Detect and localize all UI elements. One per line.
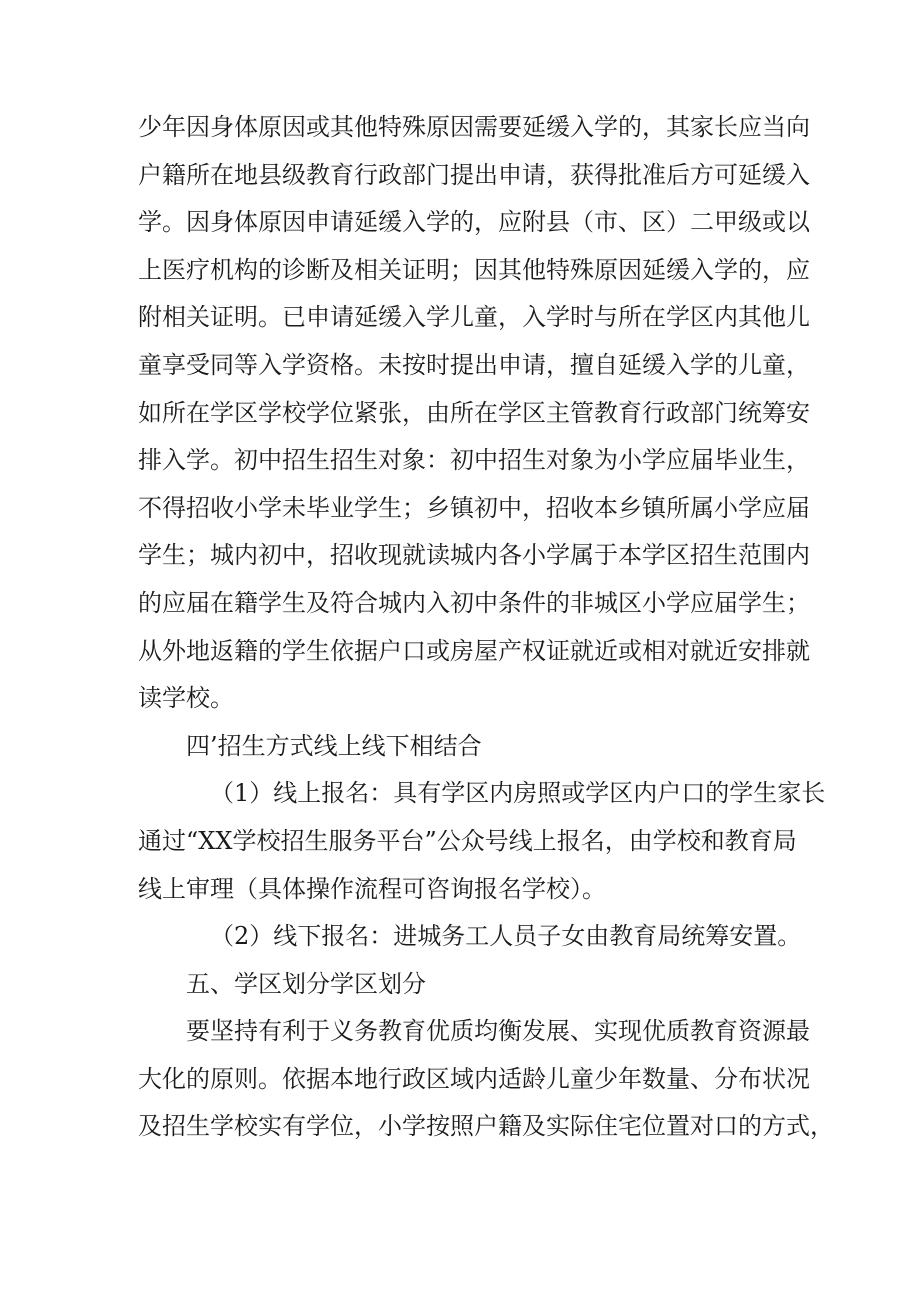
- heading-line: 四’招生方式线上线下相结合: [186, 731, 482, 760]
- text-line: 不得招收小学未毕业学生；乡镇初中，招收本乡镇所属小学应届: [138, 493, 810, 522]
- text-line: 户籍所在地县级教育行政部门提出申请，获得批准后方可延缓入: [138, 160, 810, 189]
- text-line: 要坚持有利于义务教育优质均衡发展、实现优质教育资源最: [186, 1017, 810, 1046]
- text-line: 学生；城内初中，招收现就读城内各小学属于本学区招生范围内: [138, 541, 810, 570]
- text-line: 如所在学区学校学位紧张，由所在学区主管教育行政部门统筹安: [138, 398, 810, 427]
- paragraph-district-principles: [138, 1008, 834, 1151]
- text-line: 大化的原则。依据本地行政区域内适龄儿童少年数量、分布状况: [138, 1064, 810, 1093]
- text-line: 排入学。初中招生招生对象：初中招生对象为小学应届毕业生，: [138, 446, 810, 475]
- text-line: （2）线下报名：进城务工人员子女由教育局统筹安置。: [210, 922, 802, 951]
- text-line: 从外地返籍的学生依据户口或房屋产权证就近或相对就近安排就: [138, 636, 810, 665]
- text-line: 附相关证明。已申请延缓入学儿童，入学时与所在学区内其他儿: [138, 303, 810, 332]
- text-line: 的应届在籍学生及符合城内入初中条件的非城区小学应届学生；: [138, 588, 810, 617]
- paragraph-deferred-enrollment: [138, 104, 810, 723]
- text-line: 少年因身体原因或其他特殊原因需要延缓入学的，其家长应当向: [138, 113, 810, 141]
- document-body: [138, 104, 834, 1151]
- section-heading-school-district: [138, 961, 798, 1009]
- text-line: 童享受同等入学资格。未按时提出申请，擅自延缓入学的儿童，: [138, 350, 810, 379]
- text-line: 通过“XX学校招生服务平台”公众号线上报名，由学校和教育局: [138, 826, 797, 855]
- text-line: （1）线上报名：具有学区内房照或学区内户口的学生家长: [210, 779, 826, 808]
- text-line: 及招生学校实有学位，小学按照户籍及实际住宅位置对口的方式，: [138, 1112, 834, 1141]
- paragraph-offline-registration: [138, 913, 802, 961]
- heading-line: 五、学区划分学区划分: [186, 969, 426, 998]
- text-line: 读学校。: [138, 684, 234, 713]
- text-line: 学。因身体原因申请延缓入学的，应附县（市、区）二甲级或以: [138, 208, 810, 237]
- text-line: 上医疗机构的诊断及相关证明；因其他特殊原因延缓入学的，应: [138, 255, 810, 284]
- paragraph-online-registration: [138, 770, 826, 913]
- text-line: 线上审理（具体操作流程可咨询报名学校）。: [138, 874, 606, 903]
- section-heading-enrollment-method: [138, 723, 798, 771]
